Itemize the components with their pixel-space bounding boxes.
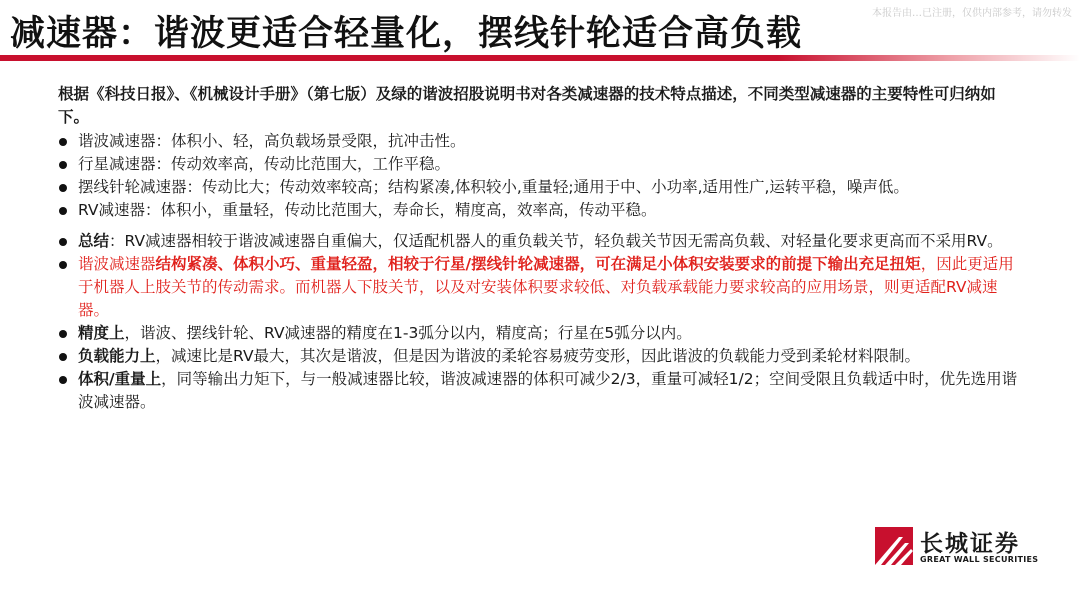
summary-text: ：RV减速器相较于谐波减速器自重偏大，仅适配机器人的重负载关节，轻负载关节因无需高负载、对轻量化要求更高而不采用RV。 xyxy=(109,232,1003,250)
summary-text: ，减速比是RV最大，其次是谐波，但是因为谐波的柔轮容易疲劳变形，因此谐波的负载能力受到柔轮材料限制。 xyxy=(155,347,921,365)
highlight-bold: 结构紧凑、体积小巧、重量轻盈，相较于行星/摆线针轮减速器，可在满足小体积安装要求的前提下输出充足扭矩 xyxy=(155,255,921,273)
summary-list xyxy=(58,230,1018,414)
highlight-post: ，因此更适用于机器人上肢关节的传动需求。而机器人下肢关节，以及对安装体积要求较低、对负载承载能力要求较高的应用场景，则更适配RV减速器。 xyxy=(78,255,1014,319)
summary-lead: 总结 xyxy=(78,232,110,250)
summary-item-highlight xyxy=(58,253,1018,322)
summary-item-load xyxy=(58,345,1018,368)
feature-item-planetary: 行星减速器：传动效率高，传动比范围大，工作平稳。 xyxy=(58,153,1018,176)
logo-name-cn: 长城证券 xyxy=(920,531,1020,557)
intro-text: 根据《科技日报》、《机械设计手册》（第七版）及绿的谐波招股说明书对各类减速器的技术特点描述，不同类型减速器的主要特性可归纳如下。 xyxy=(58,85,996,126)
title-rule xyxy=(0,55,1080,61)
summary-text: ，同等输出力矩下，与一般减速器比较，谐波减速器的体积可减少2/3，重量可减轻1/2；空间受限且负载适中时，优先选用谐波减速器。 xyxy=(78,370,1018,411)
summary-item-precision xyxy=(58,322,1018,345)
slide-title: 减速器：谐波更适合轻量化，摆线针轮适合高负载 xyxy=(10,14,803,54)
watermark: 本报告由…已注册，仅供内部参考，请勿转发 xyxy=(872,8,1072,19)
great-wall-logo-icon xyxy=(875,527,913,565)
slide-content xyxy=(58,83,1018,414)
summary-item-conclusion xyxy=(58,230,1018,253)
summary-lead: 体积/重量上 xyxy=(78,370,162,388)
feature-item-harmonic: 谐波减速器：体积小、轻，高负载场景受限，抗冲击性。 xyxy=(58,130,1018,153)
company-logo xyxy=(875,523,1039,569)
summary-lead: 负载能力上 xyxy=(78,347,156,365)
summary-text: ，谐波、摆线针轮、RV减速器的精度在1-3弧分以内，精度高；行星在5弧分以内。 xyxy=(124,324,692,342)
feature-item-cycloidal: 摆线针轮减速器：传动比大；传动效率较高；结构紧凑,体积较小,重量轻;通用于中、小功率,适用性广,运转平稳，噪声低。 xyxy=(58,176,1018,199)
summary-item-size-weight xyxy=(58,368,1018,414)
highlight-pre: 谐波减速器 xyxy=(78,255,156,273)
feature-list xyxy=(58,130,1018,222)
logo-name-en: GREAT WALL SECURITIES xyxy=(920,555,1039,564)
feature-item-rv: RV减速器：体积小，重量轻，传动比范围大，寿命长，精度高，效率高，传动平稳。 xyxy=(58,199,1018,222)
summary-lead: 精度上 xyxy=(78,324,125,342)
